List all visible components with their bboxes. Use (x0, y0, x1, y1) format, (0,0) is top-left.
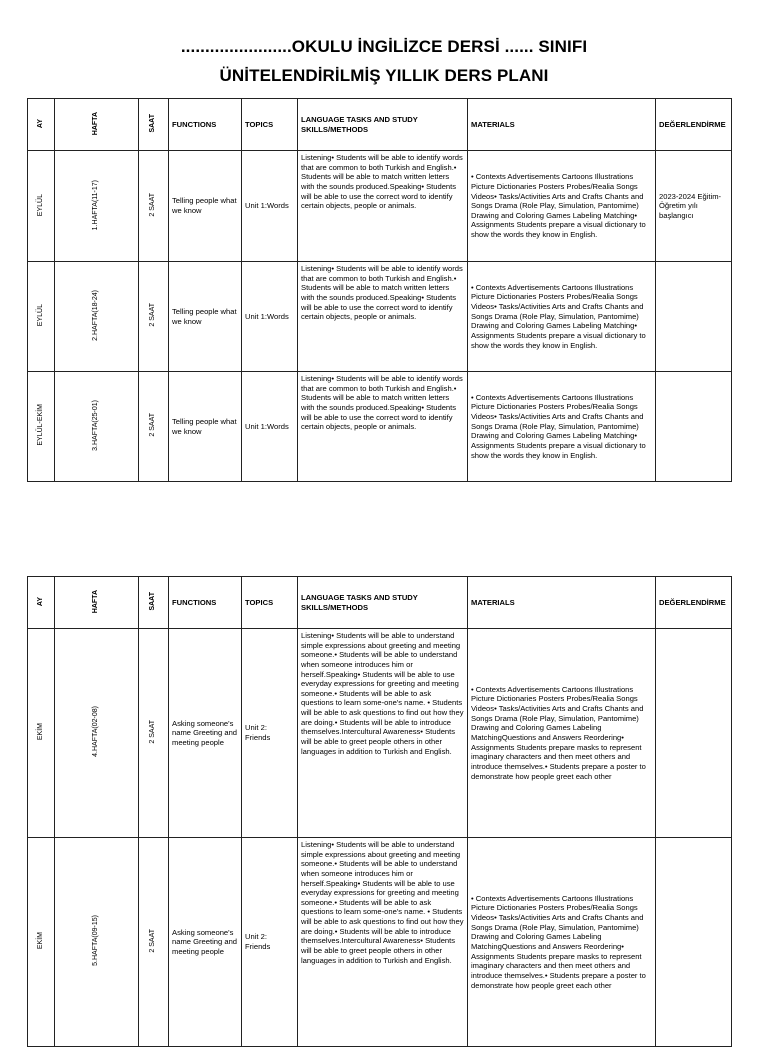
month-cell (28, 151, 55, 262)
month-cell-text: EYLÜL-EKİM (36, 404, 44, 446)
header-functions: FUNCTIONS (169, 577, 242, 629)
month-cell (28, 838, 55, 1047)
evaluation-cell (656, 372, 732, 482)
header-saat (139, 577, 169, 629)
header-materials: MATERIALS (468, 99, 656, 151)
functions-cell: Telling people what we know (169, 262, 242, 372)
table-row (28, 838, 732, 1047)
month-cell (28, 629, 55, 838)
week-cell (55, 629, 139, 838)
document-title: .......................OKULU İNGİLİZCE DERSİ ...... SINIFI (180, 37, 588, 56)
week-cell (55, 151, 139, 262)
plan-table-2 (27, 576, 732, 1047)
table-row (28, 262, 732, 372)
tasks-cell: Listening• Students will be able to identify words that are common to both Turkish and English.• Students will be able to match written letters with the sounds produced.Speaking• Students will be able to use the correct word to identify certain objects, people or animals. (298, 262, 468, 372)
evaluation-cell (656, 838, 732, 1047)
hours-cell-text: 2 SAAT (149, 928, 157, 953)
tasks-cell: Listening• Students will be able to understand simple expressions about greeting and meeting someone.• Students will be able to understand when someone introduces him or herself.Speaking• Students will be able to use everyday expressions for greeting and meeting someone.• Students will be able to ask questions to learn some-one's name. • Students will be able to ask questions to find out how they are doing.• Students will be able to introduce themselves.Intercultural Awareness• Students will be able to greet people others in other languages in addition to Turkish and English. (298, 629, 468, 838)
materials-cell: • Contexts Advertisements Cartoons Illustrations Picture Dictionaries Posters Probes/Realia Songs Videos• Tasks/Activities Arts and Crafts Chants and Songs Drama (Role Play, Simulation, Pantomime) Drawing and Coloring Games Labeling Matching• Assignments Students prepare a visual dictionary to show the words they know in English. (468, 262, 656, 372)
hours-cell-text: 2 SAAT (149, 303, 157, 327)
header-row (28, 99, 732, 151)
header-materials: MATERIALS (468, 577, 656, 629)
materials-cell: • Contexts Advertisements Cartoons Illustrations Picture Dictionaries Posters Probes/Realia Songs Videos• Tasks/Activities Arts and Crafts Chants and Songs Drama (Role Play, Simulation, Pantomime) Drawing and Coloring Games Labeling Matching• Assignments Students prepare a visual dictionary to show the words they know in English. (468, 151, 656, 262)
evaluation-cell (656, 629, 732, 838)
week-cell-text: 2.HAFTA(18-24) (92, 289, 100, 341)
month-cell-text: EKİM (36, 723, 44, 741)
header-saat (139, 99, 169, 151)
hours-cell-text: 2 SAAT (149, 192, 157, 217)
table-row (28, 372, 732, 482)
table-row (28, 151, 732, 262)
evaluation-cell (656, 262, 732, 372)
tasks-cell: Listening• Students will be able to identify words that are common to both Turkish and English.• Students will be able to match written letters with the sounds produced.Speaking• Students will be able to use the correct word to identify certain objects, people or animals. (298, 151, 468, 262)
topics-cell: Unit 2: Friends (242, 629, 298, 838)
topics-cell: Unit 1:Words (242, 372, 298, 482)
plan-table-1 (27, 98, 732, 482)
hours-cell (139, 629, 169, 838)
table-row (28, 629, 732, 838)
hours-cell (139, 151, 169, 262)
hours-cell (139, 262, 169, 372)
week-cell (55, 372, 139, 482)
week-cell-text: 3.HAFTA(25-01) (92, 399, 100, 451)
evaluation-cell: 2023-2024 Eğitim-Öğretim yılı başlangıcı (656, 151, 732, 262)
header-ay (28, 577, 55, 629)
month-cell (28, 372, 55, 482)
hours-cell (139, 838, 169, 1047)
document-subtitle: ÜNİTELENDİRİLMİŞ YILLIK DERS PLANI (219, 66, 549, 85)
header-ay-text: AY (36, 118, 44, 128)
functions-cell: Telling people what we know (169, 151, 242, 262)
materials-cell: • Contexts Advertisements Cartoons Illustrations Picture Dictionaries Posters Probes/Realia Songs Videos• Tasks/Activities Arts and Crafts Chants and Songs Drama (Role Play, Simulation, Pantomime) Drawing and Coloring Games Labeling MatchingQuestions and Answers Reordering• Assignments Students prepare masks to represent imaginary characters and then meet others and introduce themselves.• Students prepare a poster to demonstrate how people greet each other (468, 629, 656, 838)
header-ay-text: AY (36, 596, 44, 606)
topics-cell: Unit 1:Words (242, 151, 298, 262)
topics-cell: Unit 1:Words (242, 262, 298, 372)
materials-cell: • Contexts Advertisements Cartoons Illustrations Picture Dictionaries Posters Probes/Realia Songs Videos• Tasks/Activities Arts and Crafts Chants and Songs Drama (Role Play, Simulation, Pantomime) Drawing and Coloring Games Labeling Matching• Assignments Students prepare a visual dictionary to show the words they know in English. (468, 372, 656, 482)
tasks-cell: Listening• Students will be able to identify words that are common to both Turkish and English.• Students will be able to match written letters with the sounds produced.Speaking• Students will be able to use the correct word to identify certain objects, people or animals. (298, 372, 468, 482)
week-cell-text: 5.HAFTA(09-15) (92, 915, 100, 967)
header-tasks: LANGUAGE TASKS AND STUDY SKILLS/METHODS (298, 99, 468, 151)
header-ay (28, 99, 55, 151)
header-row (28, 577, 732, 629)
hours-cell-text: 2 SAAT (149, 719, 157, 744)
week-cell (55, 262, 139, 372)
functions-cell: Asking someone's name Greeting and meeting people (169, 629, 242, 838)
header-functions: FUNCTIONS (169, 99, 242, 151)
header-hafta (55, 99, 139, 151)
week-cell-text: 4.HAFTA(02-08) (92, 706, 100, 758)
month-cell-text: EYLÜL (36, 304, 44, 327)
materials-cell: • Contexts Advertisements Cartoons Illustrations Picture Dictionaries Posters Probes/Realia Songs Videos• Tasks/Activities Arts and Crafts Chants and Songs Drama (Role Play, Simulation, Pantomime) Drawing and Coloring Games Labeling MatchingQuestions and Answers Reordering• Assignments Students prepare masks to represent imaginary characters and then meet others and introduce themselves.• Students prepare a poster to demonstrate how people greet each other (468, 838, 656, 1047)
header-saat-text: SAAT (149, 591, 157, 611)
month-cell-text: EYLÜL (36, 193, 44, 216)
header-evaluation: DEĞERLENDİRME (656, 99, 732, 151)
header-evaluation: DEĞERLENDİRME (656, 577, 732, 629)
header-hafta-text: HAFTA (92, 111, 100, 135)
header-topics: TOPICS (242, 577, 298, 629)
header-topics: TOPICS (242, 99, 298, 151)
header-saat-text: SAAT (149, 113, 157, 133)
functions-cell: Asking someone's name Greeting and meeting people (169, 838, 242, 1047)
header-hafta-text: HAFTA (92, 589, 100, 613)
topics-cell: Unit 2: Friends (242, 838, 298, 1047)
week-cell-text: 1.HAFTA(11-17) (92, 179, 100, 230)
hours-cell (139, 372, 169, 482)
header-tasks: LANGUAGE TASKS AND STUDY SKILLS/METHODS (298, 577, 468, 629)
week-cell (55, 838, 139, 1047)
hours-cell-text: 2 SAAT (149, 413, 157, 437)
header-hafta (55, 577, 139, 629)
tasks-cell: Listening• Students will be able to understand simple expressions about greeting and meeting someone.• Students will be able to understand when someone introduces him or herself.Speaking• Students will be able to use everyday expressions for greeting and meeting someone.• Students will be able to ask questions to learn some-one's name. • Students will be able to ask questions to find out how they are doing.• Students will be able to introduce themselves.Intercultural Awareness• Students will be able to greet people others in other languages in addition to Turkish and English. (298, 838, 468, 1047)
month-cell (28, 262, 55, 372)
functions-cell: Telling people what we know (169, 372, 242, 482)
month-cell-text: EKİM (36, 932, 44, 950)
